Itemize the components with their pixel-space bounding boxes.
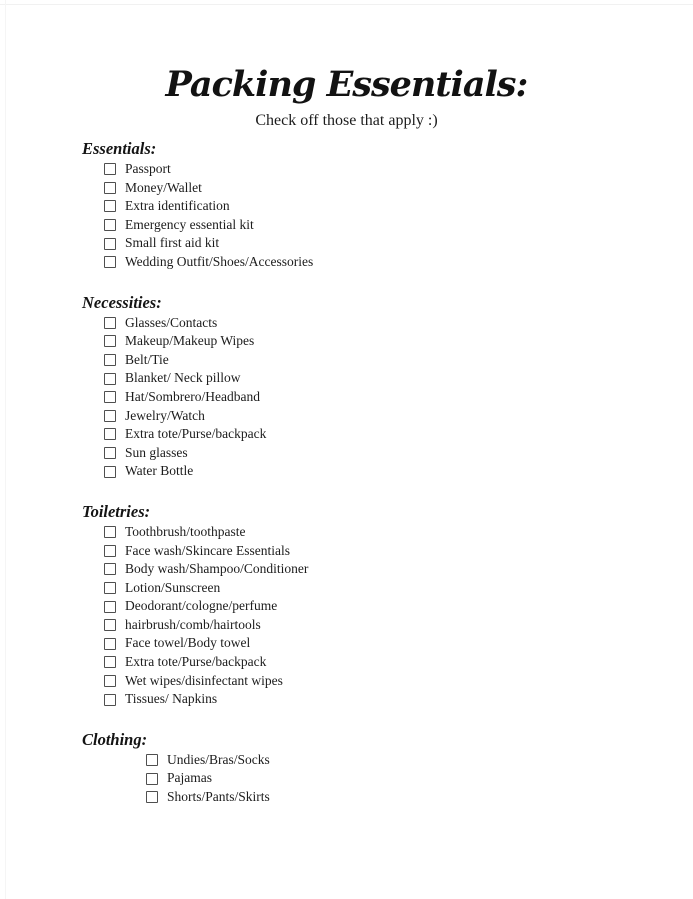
checklist-item-label: Glasses/Contacts (125, 314, 218, 330)
checkbox[interactable] (104, 391, 116, 403)
checklist-item-label: Undies/Bras/Socks (167, 751, 270, 767)
checklist-item-label: Sun glasses (125, 444, 188, 460)
checkbox[interactable] (104, 354, 116, 366)
checkbox[interactable] (104, 466, 116, 478)
page-edge-left (5, 0, 6, 899)
checklist-item-label: Makeup/Makeup Wipes (125, 333, 255, 349)
checklist-item-label: Face wash/Skincare Essentials (125, 542, 290, 558)
checklist-item (82, 751, 693, 770)
checkbox[interactable] (146, 754, 158, 766)
checklist-item (82, 634, 693, 653)
checklist-item (82, 197, 693, 216)
checklist-item-label: Passport (125, 161, 171, 176)
checklist-item (82, 769, 693, 788)
checklist-item (82, 351, 693, 370)
checklist-item-label: Tissues/ Napkins (125, 691, 218, 707)
checkbox[interactable] (104, 638, 116, 650)
checklist-item-label: Money/Wallet (125, 179, 202, 195)
checklist-item (82, 672, 693, 691)
checklist-item (82, 179, 693, 198)
checklist-item (82, 160, 693, 179)
checklist-item (82, 579, 693, 598)
checkbox[interactable] (104, 675, 116, 687)
checkbox[interactable] (104, 694, 116, 706)
checklist-item (82, 388, 693, 407)
checklist-item (82, 523, 693, 542)
checklist-item-label: Body wash/Shampoo/Conditioner (125, 561, 309, 577)
checklist-item-label: Extra identification (125, 198, 230, 214)
checklist-item-label: Shorts/Pants/Skirts (167, 789, 270, 805)
checklist-item (82, 314, 693, 333)
checkbox[interactable] (104, 656, 116, 668)
checklist-item-label: hairbrush/comb/hairtools (125, 616, 261, 632)
checklist-item (82, 216, 693, 235)
checklist-item-label: Face towel/Body towel (125, 635, 251, 651)
checklist-item (82, 253, 693, 272)
checklist-item-label: Extra tote/Purse/backpack (125, 426, 267, 442)
section (82, 293, 693, 481)
checklist-item-label: Hat/Sombrero/Headband (125, 388, 260, 404)
checklist-item-label: Pajamas (167, 770, 212, 786)
checklist-item-label: Belt/Tie (125, 351, 169, 367)
checkbox[interactable] (104, 219, 116, 231)
checklist-item-label: Deodorant/cologne/perfume (125, 598, 278, 614)
checklist (0, 130, 693, 807)
checklist-item (82, 407, 693, 426)
checklist-item (82, 653, 693, 672)
page-edge-top (0, 4, 693, 5)
checkbox[interactable] (104, 428, 116, 440)
checkbox[interactable] (104, 563, 116, 575)
section-heading: Necessities: (82, 292, 162, 312)
checklist-item-label: Toothbrush/toothpaste (125, 523, 246, 539)
checkbox[interactable] (104, 182, 116, 194)
checklist-item (82, 462, 693, 481)
checklist-item (82, 690, 693, 709)
checklist-item-label: Water Bottle (125, 463, 194, 479)
checkbox[interactable] (104, 582, 116, 594)
checkbox[interactable] (104, 200, 116, 212)
checkbox[interactable] (104, 410, 116, 422)
checklist-item-label: Extra tote/Purse/backpack (125, 654, 267, 670)
section (82, 139, 693, 272)
checklist-item-label: Lotion/Sunscreen (125, 579, 221, 595)
checklist-item-label: Emergency essential kit (125, 216, 254, 232)
section-heading: Toiletries: (82, 501, 151, 521)
checklist-item (82, 597, 693, 616)
checklist-item (82, 788, 693, 807)
checklist-item (82, 444, 693, 463)
page-subtitle: Check off those that apply :) (255, 112, 438, 129)
checkbox[interactable] (104, 238, 116, 250)
section-heading: Clothing: (82, 729, 148, 749)
checkbox[interactable] (104, 526, 116, 538)
section (82, 730, 693, 807)
checkbox[interactable] (104, 619, 116, 631)
checklist-item (82, 560, 693, 579)
checkbox[interactable] (104, 256, 116, 268)
checkbox[interactable] (104, 163, 116, 175)
checkbox[interactable] (104, 373, 116, 385)
checkbox[interactable] (104, 447, 116, 459)
checklist-item (82, 369, 693, 388)
checklist-item (82, 542, 693, 561)
checklist-item-label: Small first aid kit (125, 235, 220, 251)
checkbox[interactable] (104, 317, 116, 329)
checklist-item-label: Wedding Outfit/Shoes/Accessories (125, 253, 314, 269)
section-heading: Essentials: (82, 139, 157, 158)
checklist-item (82, 616, 693, 635)
checklist-item (82, 425, 693, 444)
checklist-item-label: Jewelry/Watch (125, 407, 205, 423)
checkbox[interactable] (104, 335, 116, 347)
checklist-item (82, 234, 693, 253)
checkbox[interactable] (146, 791, 158, 803)
page-title: Packing Essentials: (165, 64, 528, 105)
checklist-item (82, 332, 693, 351)
checkbox[interactable] (146, 773, 158, 785)
checkbox[interactable] (104, 601, 116, 613)
checklist-item-label: Wet wipes/disinfectant wipes (125, 672, 283, 688)
checklist-item-label: Blanket/ Neck pillow (125, 370, 241, 386)
checkbox[interactable] (104, 545, 116, 557)
section (82, 502, 693, 709)
